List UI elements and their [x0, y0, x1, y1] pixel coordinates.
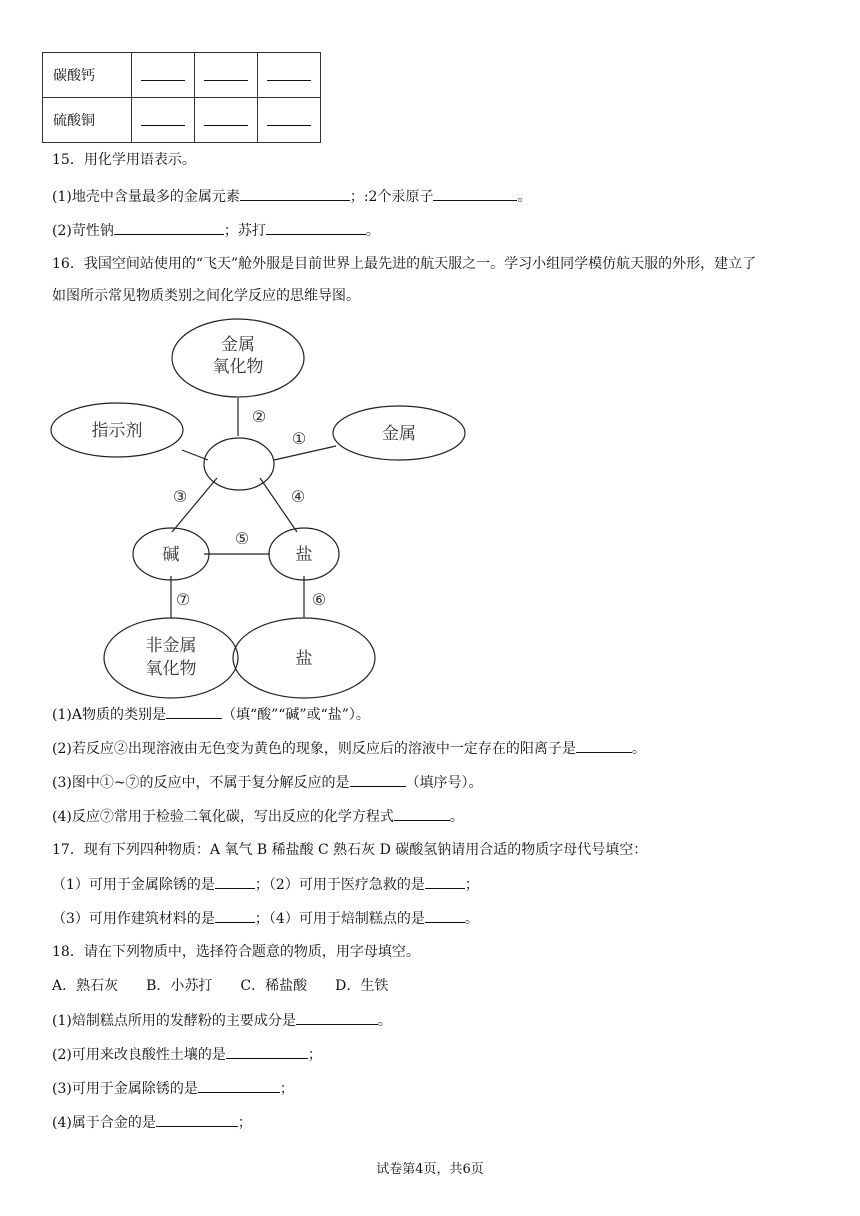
reaction-marker: ②: [251, 407, 267, 426]
q17-l1-text-b: ；（2）可用于医疗急救的是: [254, 877, 425, 893]
answer-blank[interactable]: [215, 908, 255, 923]
table-cell-name: 硫酸铜: [43, 98, 132, 143]
answer-blank[interactable]: [166, 704, 222, 719]
answer-blank[interactable]: [156, 1112, 238, 1127]
q18-sub1-text-a: (1)焙制糕点所用的发酵粉的主要成分是: [52, 1013, 296, 1029]
q16-sub4: [52, 806, 464, 827]
q18-sub4: [52, 1112, 252, 1133]
table-cell-blank[interactable]: [258, 98, 321, 143]
answer-blank[interactable]: [350, 772, 406, 787]
q17-l2-text-b: ；（4）可用于焙制糕点的是: [254, 911, 425, 927]
q15-p2-text-a: (2)苛性钠: [52, 223, 114, 239]
table-cell-blank[interactable]: [195, 53, 258, 98]
answer-table: [42, 52, 321, 143]
q17-line1: [52, 874, 479, 895]
q15-part2: [52, 220, 380, 241]
node-label: 金属: [382, 424, 416, 444]
q17-l2-text-c: 。: [464, 911, 479, 927]
q18-sub2-text-a: (2)可用来改良酸性土壤的是: [52, 1047, 226, 1063]
q15-p2-text-c: 。: [365, 223, 380, 239]
reaction-marker: ④: [290, 487, 306, 506]
q16-sub1-text-b: （填“酸”“碱”或“盐”）。: [221, 707, 370, 723]
answer-blank[interactable]: [433, 186, 517, 201]
q18-sub3-text-a: (3)可用于金属除锈的是: [52, 1081, 198, 1097]
answer-blank[interactable]: [114, 220, 224, 235]
reaction-marker: ③: [172, 487, 188, 506]
q18-sub3: [52, 1078, 294, 1099]
q18-sub2: [52, 1044, 322, 1065]
answer-blank[interactable]: [296, 1010, 378, 1025]
q17-line2: [52, 908, 479, 929]
node-label: 盐: [295, 545, 313, 565]
q17-title: 17．现有下列四种物质：A 氧气 B 稀盐酸 C 熟石灰 D 碳酸氢钠请用合适的物质字母代号填空：: [52, 842, 648, 858]
page-footer: 试卷第4页，共6页: [376, 1162, 484, 1177]
node-label: 碱: [162, 545, 180, 565]
q18-sub1: [52, 1010, 392, 1031]
node-label: 指示剂: [91, 421, 143, 441]
q17-l1-text-c: ；: [464, 877, 479, 893]
table-cell-blank[interactable]: [258, 53, 321, 98]
q18-options: A．熟石灰 B．小苏打 C．稀盐酸 D．生铁: [52, 978, 389, 994]
node-a: [204, 438, 274, 490]
q16-sub4-text-b: 。: [449, 809, 464, 825]
q16-intro-line1: 16．我国空间站使用的“飞天”舱外服是目前世界上最先进的航天服之一。学习小组同学模仿航天服的外形，建立了: [52, 256, 757, 272]
answer-blank[interactable]: [240, 186, 350, 201]
q16-sub2: [52, 738, 646, 759]
node-label: 盐: [295, 649, 313, 669]
link-1: [274, 446, 336, 460]
q15-p2-text-b: ；苏打: [223, 223, 266, 239]
answer-blank[interactable]: [266, 220, 366, 235]
table-cell-blank[interactable]: [132, 98, 195, 143]
q18-sub1-text-b: 。: [377, 1013, 392, 1029]
q18-sub3-text-b: ；: [279, 1081, 294, 1097]
reaction-marker: ⑦: [175, 590, 191, 609]
node-label: 氧化物: [145, 659, 197, 679]
node-label: 非金属: [145, 636, 197, 656]
mind-map-diagram: [40, 318, 480, 704]
q15-p1-text-a: (1)地壳中含量最多的金属元素: [52, 189, 240, 205]
q18-sub4-text-a: (4)属于合金的是: [52, 1115, 156, 1131]
q18-sub2-text-b: ；: [307, 1047, 322, 1063]
answer-blank[interactable]: [198, 1078, 280, 1093]
node-label: 金属: [221, 335, 255, 355]
reaction-marker: ⑥: [311, 590, 327, 609]
q16-sub3: [52, 772, 483, 793]
answer-blank[interactable]: [576, 738, 632, 753]
answer-blank[interactable]: [425, 908, 465, 923]
answer-blank[interactable]: [226, 1044, 308, 1059]
reaction-marker: ①: [291, 429, 307, 448]
q18-sub4-text-b: ；: [237, 1115, 252, 1131]
q15-part1: [52, 186, 531, 207]
answer-blank[interactable]: [394, 806, 450, 821]
q16-sub3-text-a: (3)图中①~⑦的反应中，不属于复分解反应的是: [52, 775, 350, 791]
q16-intro-line2: 如图所示常见物质类别之间化学反应的思维导图。: [52, 288, 360, 304]
q15-p1-text-b: ；:2个汞原子: [349, 189, 434, 205]
q16-sub2-text-a: (2)若反应②出现溶液由无色变为黄色的现象，则反应后的溶液中一定存在的阳离子是: [52, 741, 576, 757]
q16-sub2-text-b: 。: [631, 741, 646, 757]
q16-sub1: [52, 704, 370, 725]
table-cell-blank[interactable]: [132, 53, 195, 98]
answer-blank[interactable]: [425, 874, 465, 889]
table-cell-name: 碳酸钙: [43, 53, 132, 98]
q16-sub3-text-b: （填序号）。: [405, 775, 483, 791]
reaction-marker: ⑤: [234, 529, 250, 548]
table-row: [43, 98, 321, 143]
table-cell-blank[interactable]: [195, 98, 258, 143]
q16-sub1-text-a: (1)A物质的类别是: [52, 707, 166, 723]
node-nonmetal-oxide: [104, 618, 238, 698]
q15-title: 15．用化学用语表示。: [52, 152, 196, 168]
answer-blank[interactable]: [215, 874, 255, 889]
q16-sub4-text-a: (4)反应⑦常用于检验二氧化碳，写出反应的化学方程式: [52, 809, 394, 825]
table-row: [43, 53, 321, 98]
q17-l2-text-a: （3）可用作建筑材料的是: [52, 911, 215, 927]
node-label: 氧化物: [212, 357, 264, 377]
q15-p1-text-c: 。: [517, 189, 532, 205]
q18-title: 18．请在下列物质中，选择符合题意的物质，用字母填空。: [52, 944, 420, 960]
q17-l1-text-a: （1）可用于金属除锈的是: [52, 877, 215, 893]
